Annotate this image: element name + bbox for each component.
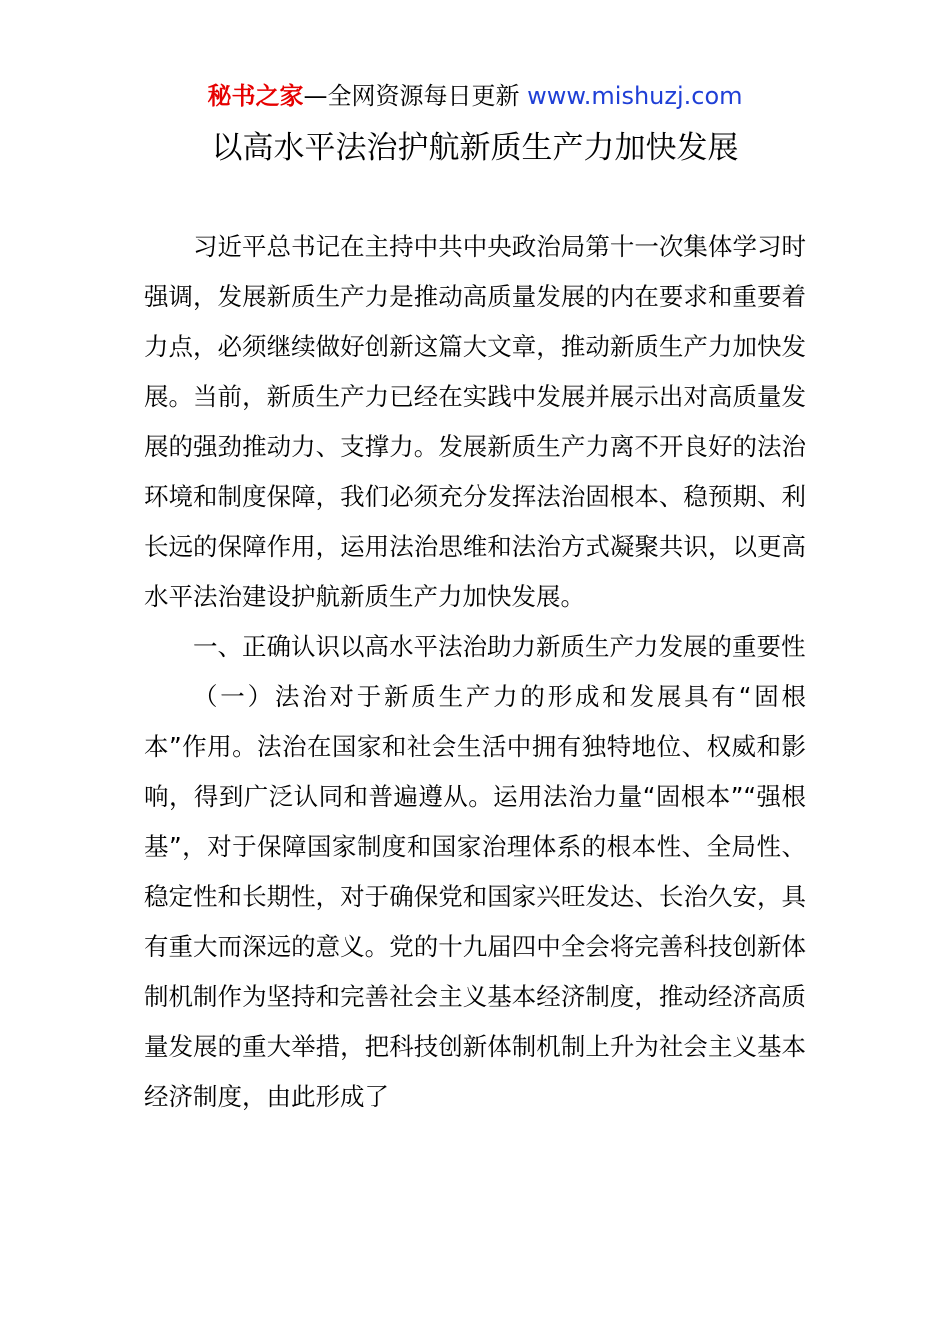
site-url: www.mishuzj.com: [527, 82, 743, 110]
paragraph-subsection-1: （一）法治对于新质生产力的形成和发展具有“固根本”作用。法治在国家和社会生活中拥有独特地位、权威和影响，得到广泛认同和普遍遵从。运用法治力量“固根本”“强根基”，对于保障国家制度和国家治理体系的根本性、全局性、稳定性和长期性，对于确保党和国家兴旺发达、长治久安，具有重大而深远的意义。党的十九届四中全会将完善科技创新体制机制作为坚持和完善社会主义基本经济制度，推动经济高质量发展的重大举措，把科技创新体制机制上升为社会主义基本经济制度，由此形成了: [144, 682, 806, 1111]
document-title: 以高水平法治护航新质生产力加快发展: [211, 130, 739, 166]
site-brand: 秘书之家: [207, 82, 304, 110]
site-header: [0, 80, 950, 112]
site-tagline: —全网资源每日更新: [303, 82, 528, 110]
section-heading-1: 一、正确认识以高水平法治助力新质生产力发展的重要性: [193, 632, 806, 661]
paragraph-intro: 习近平总书记在主持中共中央政治局第十一次集体学习时强调，发展新质生产力是推动高质量发展的内在要求和重要着力点，必须继续做好创新这篇大文章，推动新质生产力加快发展。当前，新质生产力已经在实践中发展并展示出对高质量发展的强劲推动力、支撑力。发展新质生产力离不开良好的法治环境和制度保障，我们必须充分发挥法治固根本、稳预期、利长远的保障作用，运用法治思维和法治方式凝聚共识，以更高水平法治建设护航新质生产力加快发展。: [144, 232, 806, 611]
document-body: [144, 222, 806, 1122]
